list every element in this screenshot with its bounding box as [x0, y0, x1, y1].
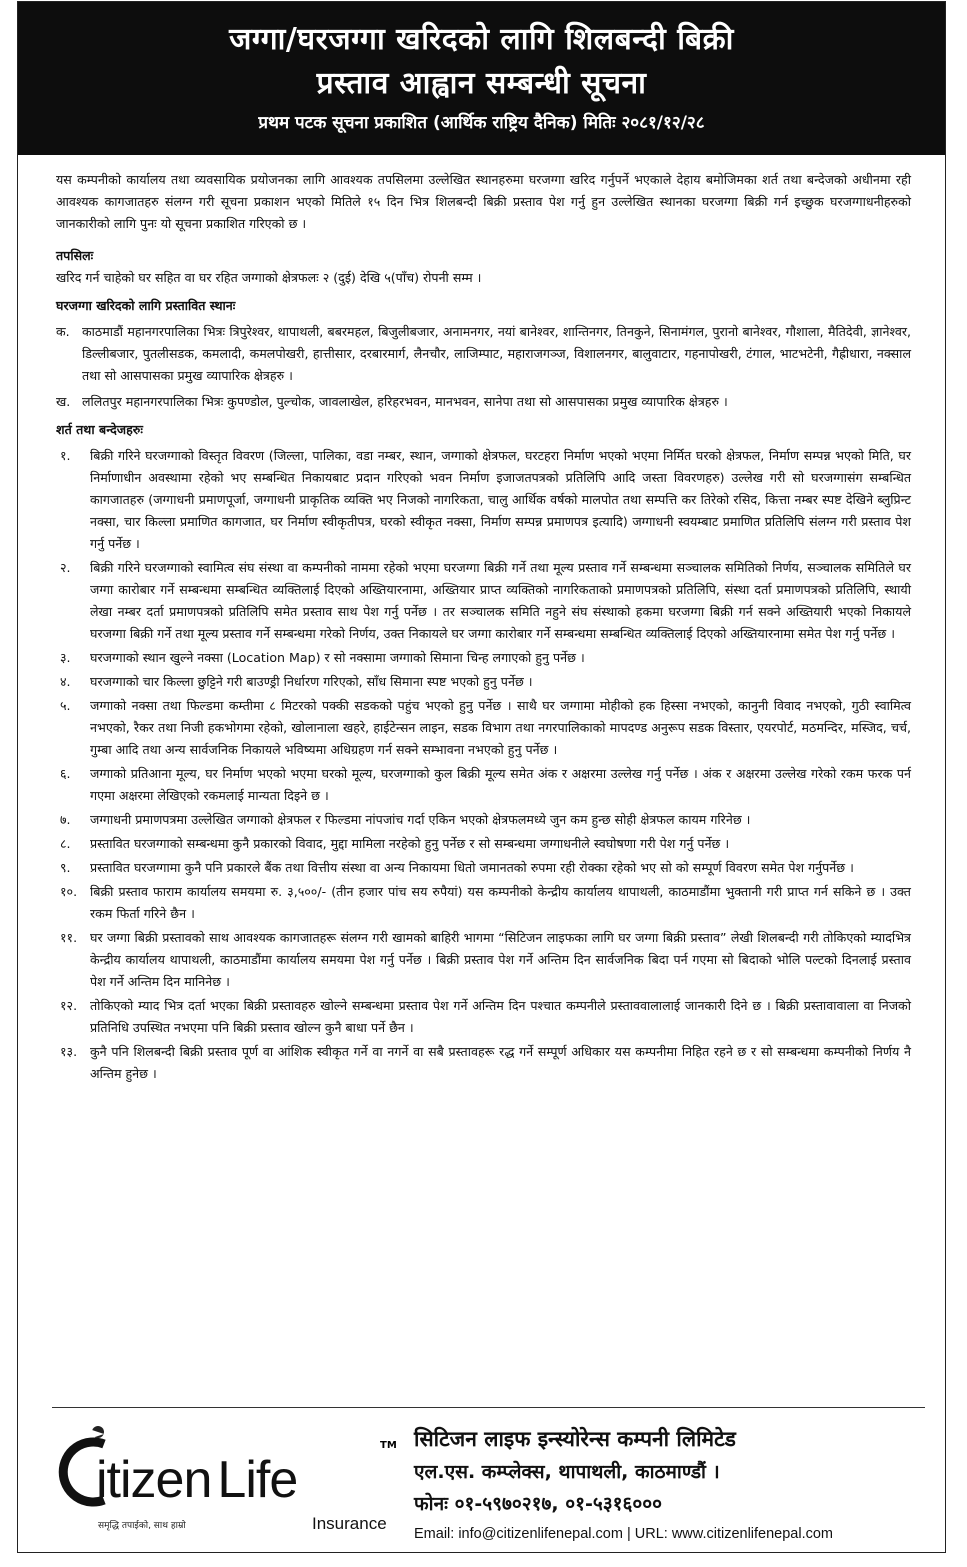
notice-title-line2: प्रस्ताव आह्वान सम्बन्धी सूचना	[316, 66, 647, 101]
condition-number: १३.	[60, 1044, 78, 1059]
logo-tagline: समृद्धि तपाईको, साथ हाम्रो	[98, 1521, 186, 1531]
condition-text: जग्गाको नक्सा तथा फिल्डमा कम्तीमा ८ मिटरको पक्की सडकको पहुंच भएको हुनु पर्नेछ । साथै घर जग्गामा मोहीको हक हिस्सा नभएको, कानुनी विवाद नभएको, गुठी स्वामित्व नभएको, रैकर तथा निजी हकभोगमा रहेको, खोलानाला खहरे, हाईटेन्सन लाइन, सडक विभाग तथा नगरपालिकाको मापदण्ड अनुरूप सडक विस्तार, एयरपोर्ट, मठमन्दिर, मस्जिद, चर्च, गुम्बा आदि तथा अन्य सार्वजनिक निकायले भविष्यमा अधिग्रहण गर्न सक्ने सम्भावना नभएको हुनु पर्नेछ ।	[90, 698, 911, 757]
location-heading: घरजग्गा खरिदको लागि प्रस्तावित स्थानः	[56, 298, 236, 313]
notice-frame	[17, 1, 946, 1553]
logo-wordmark	[96, 1450, 297, 1510]
condition-number: ३.	[60, 650, 71, 665]
condition-text: जग्गाको प्रतिआना मूल्य, घर निर्माण भएको भएमा घरको मूल्य, घरजग्गाको कुल बिक्री मूल्य समेत अंक र अक्षरमा उल्लेख गर्नु पर्नेछ । अंक र अक्षरमा उल्लेख गरेको रकम फरक पर्न गएमा अक्षरमा लेखिएको रकमलाई मान्यता दिइने छ ।	[90, 766, 911, 803]
condition-item	[56, 809, 911, 831]
notice-title-line1: जग्गा/घरजग्गा खरिदको लागि शिलबन्दी बिक्री	[229, 22, 734, 57]
condition-number: ११.	[60, 930, 78, 945]
condition-item	[56, 647, 911, 669]
condition-text: तोकिएको म्याद भित्र दर्ता भएका बिक्री प्रस्तावहरु खोल्ने सम्बन्धमा प्रस्ताव पेश गर्ने अन्तिम दिन पश्चात कम्पनीले प्रस्ताववालालाई जानकारी दिने छ । बिक्री प्रस्तावावाला वा निजको प्रतिनिधि उपस्थित नभएमा पनि बिक्री प्रस्ताव खोल्न कुनै बाधा पर्ने छैन ।	[90, 998, 911, 1035]
condition-item	[56, 671, 911, 693]
location-item	[56, 321, 911, 387]
condition-item	[56, 881, 911, 925]
condition-number: ९.	[60, 860, 71, 875]
condition-text: घरजग्गाको स्थान खुल्ने नक्सा (Location Map) र सो नक्सामा जग्गाको सिमाना चिन्ह लगाएको हुनु पर्नेछ ।	[90, 650, 585, 665]
condition-number: २.	[60, 560, 71, 575]
condition-number: १२.	[60, 998, 78, 1013]
condition-number: १०.	[60, 884, 78, 899]
company-contact	[414, 1422, 925, 1548]
publication-info: प्रथम पटक सूचना प्रकाशित (आर्थिक राष्ट्रिय दैनिक) मितिः २०८१/१२/२८	[258, 113, 705, 133]
trademark-mark: TM	[380, 1440, 397, 1451]
logo-citizen-text: itizen	[96, 1451, 212, 1509]
condition-text: बिक्री गरिने घरजग्गाको विस्तृत विवरण (जिल्ला, पालिका, वडा नम्बर, स्थान, जग्गाको क्षेत्रफल, घरटहरा निर्माण भएको भएमा निर्मित घरको क्षेत्रफल, निर्माण सम्पन्न भएको मिति, घर निर्माणाधीन अवस्थामा रहेको भए सम्बन्धित निकायबाट प्रदान गरिएको भवन निर्माण इजाजतपत्रको प्रतिलिपि आदि जस्ता विवरणहरु) उल्लेख गरी सो घरजग्गासंग सम्बन्धित कागजातहरु (जग्गाधनी प्रमाणपूर्जा, जग्गाधनी प्राकृतिक व्यक्ति भए निजको नागरिकता, चालु आर्थिक वर्षको मालपोत तथा सम्पत्ति कर तिरेको रसिद, कित्ता नम्बर स्पष्ट देखिने ब्लुप्रिन्ट नक्सा, चार किल्ला प्रमाणित कागजात, घर निर्माण स्वीकृतीपत्र, घरको स्वीकृत नक्सा, निर्माण सम्पन्न प्रमाणपत्र इत्यादि) जग्गाधनी स्वयम्बाट प्रमाणित प्रतिलिपि संलग्न गरी प्रस्ताव पेश गर्नु पर्नेछ ।	[90, 448, 911, 551]
notice-body	[18, 155, 945, 1085]
schedule-heading: तपसिलः	[56, 248, 94, 263]
company-name: सिटिजन लाइफ इन्स्योरेन्स कम्पनी लिमिटेड	[414, 1427, 736, 1451]
company-address: एल.एस. कम्प्लेक्स, थापाथली, काठमाण्डौं ।	[414, 1461, 720, 1483]
notice-footer	[52, 1407, 925, 1548]
condition-number: १.	[60, 448, 71, 463]
condition-item	[56, 833, 911, 855]
logo-life-text: Life	[217, 1451, 298, 1509]
condition-number: ६.	[60, 766, 71, 781]
location-item	[56, 391, 911, 413]
condition-item	[56, 1041, 911, 1085]
condition-item	[56, 695, 911, 761]
condition-item	[56, 857, 911, 879]
location-text: काठमाडौं महानगरपालिका भित्रः त्रिपुरेश्वर, थापाथली, बबरमहल, बिजुलीबजार, अनामनगर, नयां बानेश्वर, शान्तिनगर, तिनकुने, सिनामंगल, पुरानो बानेश्वर, गौशाला, मैतिदेवी, ज्ञानेश्वर, डिल्लीबजार, पुतलीसडक, कमलादी, कमलपोखरी, हात्तीसार, दरबारमार्ग, लैनचौर, लाजिम्पाट, महाराजगञ्ज, विशालनगर, बालुवाटार, गहनापोखरी, टंगाल, भाटभटेनी, गैह्रीधारा, नक्साल तथा सो आसपासका प्रमुख व्यापारिक क्षेत्रहरु ।	[82, 324, 911, 383]
condition-text: कुनै पनि शिलबन्दी बिक्री प्रस्ताव पूर्ण वा आंशिक स्वीकृत गर्ने वा नगर्ने वा सबै प्रस्तावहरू रद्ध गर्ने सम्पूर्ण अधिकार यस कम्पनीमा निहित रहने छ र सो सम्बन्धमा कम्पनीको निर्णय नै अन्तिम हुनेछ ।	[90, 1044, 911, 1081]
company-logo	[58, 1422, 398, 1542]
condition-text: बिक्री गरिने घरजग्गाको स्वामित्व संघ संस्था वा कम्पनीको नाममा रहेको भएमा घरजग्गा बिक्री गर्ने तथा मूल्य प्रस्ताव गर्ने सम्बन्धमा सञ्चालक समितिको निर्णय, सञ्चालक समितिले घर जग्गा कारोबार गर्ने सम्बन्धमा सम्बन्धित व्यक्तिलाई दिएको अख्तियारनामा, अख्तियार प्राप्त व्यक्तिको नागरिकताको प्रमाणपत्रको प्रतिलिपि, संस्था दर्ता प्रमाणपत्रको प्रतिलिपि, स्थायी लेखा नम्बर दर्ता प्रमाणपत्रको प्रतिलिपि समेत प्रस्ताव साथ पेश गर्नु पर्नेछ । तर सञ्चालक समिति नहुने संघ संस्थाको हकमा घरजग्गा बिक्री गर्न सक्ने अख्तियारी भएको निकायले घरजग्गा बिक्री गर्ने तथा मूल्य प्रस्ताव गर्ने सम्बन्धमा गरेको निर्णय, उक्त निकायले घर जग्गा कारोबार गर्ने सम्बन्धमा सम्बन्धित व्यक्तिलाई दिएको अख्तियारनामा समेत पेश गर्नु पर्नेछ ।	[90, 560, 911, 641]
condition-text: प्रस्तावित घरजग्गामा कुनै पनि प्रकारले बैंक तथा वित्तीय संस्था वा अन्य निकायमा धितो जमानतको रुपमा रही रोक्का रहेको भए सो को सम्पूर्ण विवरण समेत पेश गर्नुपर्नेछ ।	[90, 860, 854, 875]
condition-number: ७.	[60, 812, 71, 827]
condition-text: बिक्री प्रस्ताव फाराम कार्यालय समयमा रु. ३,५००/- (तीन हजार पांच सय रुपैयां) यस कम्पनीको केन्द्रीय कार्यालय थापाथली, काठमाडौंमा भुक्तानी गरी प्राप्त गर्न सकिने छ । उक्त रकम फिर्ता गरिने छैन ।	[90, 884, 911, 921]
condition-number: ५.	[60, 698, 71, 713]
notice-header	[18, 2, 945, 155]
area-requirement: खरिद गर्न चाहेको घर सहित वा घर रहित जग्गाको क्षेत्रफलः २ (दुई) देखि ५(पाँच) रोपनी सम्म ।	[56, 270, 482, 285]
condition-number: ४.	[60, 674, 71, 689]
company-phone: फोनः ०१-५९७०२१७, ०१-५३१६०००	[414, 1493, 663, 1515]
location-label: क.	[56, 324, 70, 339]
condition-item	[56, 445, 911, 555]
condition-text: घर जग्गा बिक्री प्रस्तावको साथ आवश्यक कागजातहरू संलग्न गरी खामको बाहिरी भागमा “सिटिजन लाइफका लागि घर जग्गा बिक्री प्रस्ताव” लेखी शिलबन्दी गरी तोकिएको म्यादभित्र केन्द्रीय कार्यालय थापाथली, काठमाडौंमा कार्यालय समयमा पेश गर्नु पर्नेछ । बिक्री प्रस्ताव पेश गर्ने अन्तिम दिन सार्वजनिक बिदा पर्न गएमा सो बिदाको भोलि पल्टको दिनलाई प्रस्ताव पेश गर्ने अन्तिम दिन मानिनेछ ।	[90, 930, 911, 989]
condition-item	[56, 995, 911, 1039]
conditions-heading: शर्त तथा बन्देजहरुः	[56, 422, 143, 437]
condition-item	[56, 763, 911, 807]
condition-item	[56, 557, 911, 645]
condition-text: घरजग्गाको चार किल्ला छुट्टिने गरी बाउण्ड्री निर्धारण गरिएको, साँध सिमाना स्पष्ट भएको हुनु पर्नेछ ।	[90, 674, 533, 689]
intro-paragraph: यस कम्पनीको कार्यालय तथा व्यवसायिक प्रयोजनका लागि आवश्यक तपसिलमा उल्लेखित स्थानहरुमा घरजग्गा खरिद गर्नुपर्ने भएकाले देहाय बमोजिमका शर्त तथा बन्देजको अधीनमा रही आवश्यक कागजातहरु संलग्न गरी सूचना प्रकाशन भएको मितिले १५ दिन भित्र शिलबन्दी बिक्री प्रस्ताव पेश गर्नु हुन उल्लेखित स्थानका घरजग्गा बिक्री गर्न इच्छुक घरजग्गाधनीहरुको जानकारीको लागि पुनः यो सूचना प्रकाशित गरिएको छ ।	[56, 172, 911, 231]
condition-number: ८.	[60, 836, 71, 851]
company-email-url: Email: info@citizenlifenepal.com | URL: www.citizenlifenepal.com	[414, 1526, 834, 1542]
condition-item	[56, 927, 911, 993]
condition-text: जग्गाधनी प्रमाणपत्रमा उल्लेखित जग्गाको क्षेत्रफल र फिल्डमा नांपजांच गर्दा एकिन भएको क्षेत्रफलमध्ये जुन कम हुन्छ सोही क्षेत्रफल कायम गरिनेछ ।	[90, 812, 751, 827]
location-text: ललितपुर महानगरपालिका भित्रः कुपण्डोल, पुल्चोक, जावलाखेल, हरिहरभवन, मानभवन, सानेपा तथा सो आसपासका प्रमुख व्यापारिक क्षेत्रहरु ।	[82, 394, 728, 409]
logo-insurance-text: Insurance	[312, 1514, 387, 1533]
condition-text: प्रस्तावित घरजग्गाको सम्बन्धमा कुनै प्रकारको विवाद, मुद्दा मामिला नरहेको हुनु पर्नेछ र सो सम्बन्धमा जग्गाधनीले स्वघोषणा गरी पेश गर्नु पर्नेछ ।	[90, 836, 730, 851]
location-label: ख.	[56, 394, 71, 409]
